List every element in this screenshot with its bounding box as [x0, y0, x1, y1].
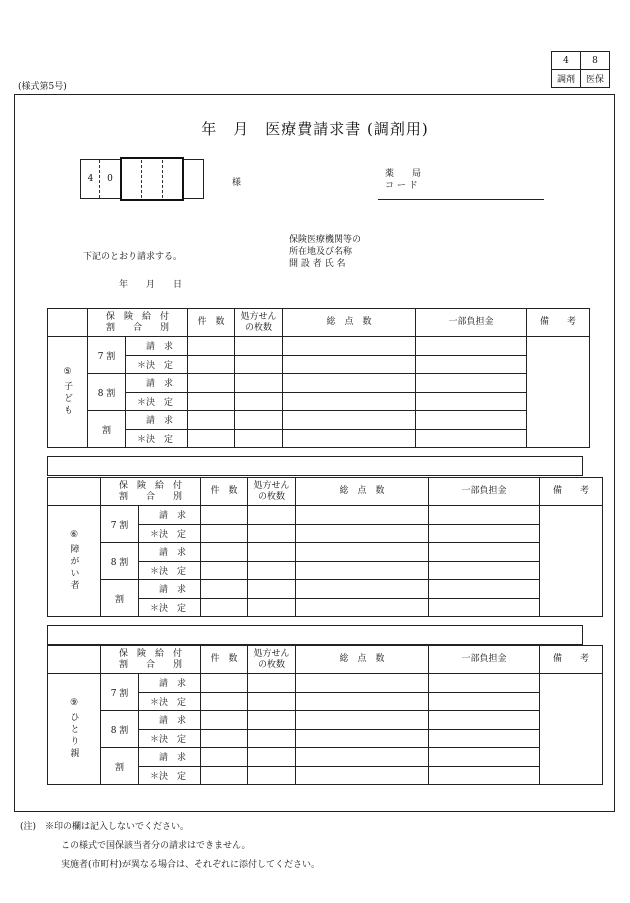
- copay-cell[interactable]: [429, 561, 540, 580]
- points-cell[interactable]: [296, 766, 429, 785]
- code-divider: [141, 160, 142, 198]
- row-decision: ＊決 定: [126, 429, 188, 448]
- code-divider: [162, 160, 163, 198]
- provider-label: 保険医療機関等の 所在地及び名称 開 設 者 氏 名: [289, 235, 362, 269]
- copay-cell[interactable]: [416, 374, 527, 393]
- rx-cell[interactable]: [248, 543, 296, 562]
- row-request: 請 求: [126, 374, 188, 393]
- header-points: 総 点 数: [296, 478, 429, 506]
- notes: [20, 818, 320, 875]
- points-cell[interactable]: [296, 711, 429, 730]
- points-cell[interactable]: [296, 748, 429, 767]
- row-decision: ＊決 定: [139, 692, 201, 711]
- form-type-box: [551, 51, 610, 88]
- count-cell[interactable]: [201, 692, 248, 711]
- copay-cell[interactable]: [429, 598, 540, 617]
- copay-cell[interactable]: [416, 392, 527, 411]
- rx-cell[interactable]: [248, 692, 296, 711]
- code-divider: [99, 160, 100, 198]
- header-remarks: 備 考: [527, 309, 590, 337]
- ratio-cell: 割: [88, 411, 126, 448]
- row-decision: ＊決 定: [139, 524, 201, 543]
- row-request: 請 求: [126, 411, 188, 430]
- rx-cell[interactable]: [235, 355, 283, 374]
- copay-cell[interactable]: [429, 766, 540, 785]
- count-cell[interactable]: [201, 766, 248, 785]
- count-cell[interactable]: [201, 729, 248, 748]
- ratio-cell: 割: [101, 748, 139, 785]
- header-ratio: 保 険 給 付 割 合 別: [101, 646, 201, 674]
- points-cell[interactable]: [283, 337, 416, 356]
- billing-table: [47, 645, 603, 785]
- header-blank: [48, 646, 101, 674]
- count-cell[interactable]: [201, 674, 248, 693]
- pharmacy-code-line: [378, 199, 544, 200]
- points-cell[interactable]: [296, 543, 429, 562]
- count-cell[interactable]: [188, 429, 235, 448]
- row-decision: ＊決 定: [139, 766, 201, 785]
- section-label: ⑤ 子ども: [48, 337, 88, 448]
- header-remarks: 備 考: [540, 646, 603, 674]
- header-copay: 一部負担金: [416, 309, 527, 337]
- row-decision: ＊決 定: [126, 392, 188, 411]
- rx-cell[interactable]: [235, 429, 283, 448]
- ratio-cell: 割: [101, 580, 139, 617]
- copay-cell[interactable]: [416, 355, 527, 374]
- header-points: 総 点 数: [283, 309, 416, 337]
- copay-cell[interactable]: [429, 748, 540, 767]
- rx-cell[interactable]: [248, 729, 296, 748]
- count-cell[interactable]: [201, 598, 248, 617]
- points-cell[interactable]: [296, 692, 429, 711]
- row-request: 請 求: [139, 674, 201, 693]
- rx-cell[interactable]: [235, 392, 283, 411]
- section-label: ⑨ ひとり親: [48, 674, 101, 785]
- copay-cell[interactable]: [416, 429, 527, 448]
- request-text: 下記のとおり請求する。: [83, 252, 183, 262]
- points-cell[interactable]: [283, 374, 416, 393]
- points-cell[interactable]: [283, 429, 416, 448]
- corner-bottom-left: 調剤: [552, 70, 581, 88]
- count-cell[interactable]: [201, 748, 248, 767]
- form-number: (様式第5号): [18, 82, 67, 92]
- header-copay: 一部負担金: [429, 478, 540, 506]
- points-cell[interactable]: [283, 355, 416, 374]
- points-cell[interactable]: [283, 392, 416, 411]
- copay-cell[interactable]: [429, 506, 540, 525]
- copay-cell[interactable]: [429, 543, 540, 562]
- rx-cell[interactable]: [235, 411, 283, 430]
- header-blank: [48, 478, 101, 506]
- header-copay: 一部負担金: [429, 646, 540, 674]
- header-remarks: 備 考: [540, 478, 603, 506]
- points-cell[interactable]: [296, 580, 429, 599]
- remarks-cell[interactable]: [540, 674, 603, 785]
- row-request: 請 求: [139, 711, 201, 730]
- code-cell-last: [184, 159, 204, 199]
- rx-cell[interactable]: [235, 374, 283, 393]
- points-cell[interactable]: [296, 598, 429, 617]
- count-cell[interactable]: [201, 524, 248, 543]
- rx-cell[interactable]: [248, 711, 296, 730]
- note-1: (注) ※印の欄は記入しないでください。: [20, 822, 190, 832]
- rx-cell[interactable]: [248, 748, 296, 767]
- code-digit-1: 4: [80, 159, 100, 199]
- ratio-cell: 7 割: [88, 337, 126, 374]
- note-2: この様式で国保該当者分の請求はできません。: [61, 841, 251, 851]
- points-cell[interactable]: [283, 411, 416, 430]
- date-label: 年 月 日: [119, 280, 183, 290]
- rx-cell[interactable]: [248, 524, 296, 543]
- header-rx: 処方せん の枚数: [235, 309, 283, 337]
- row-request: 請 求: [139, 506, 201, 525]
- pharmacy-code-label: 薬 局 コ ー ド: [385, 169, 422, 191]
- rx-cell[interactable]: [248, 506, 296, 525]
- billing-table: [47, 308, 590, 448]
- row-request: 請 求: [139, 748, 201, 767]
- count-cell[interactable]: [201, 711, 248, 730]
- ratio-cell: 7 割: [101, 674, 139, 711]
- corner-bottom-right: 医保: [581, 70, 610, 88]
- copay-cell[interactable]: [429, 729, 540, 748]
- ratio-cell: 7 割: [101, 506, 139, 543]
- ratio-cell: 8 割: [101, 543, 139, 580]
- points-cell[interactable]: [296, 506, 429, 525]
- header-count: 件 数: [201, 478, 248, 506]
- header-blank: [48, 309, 88, 337]
- header-rx: 処方せん の枚数: [248, 478, 296, 506]
- copay-cell[interactable]: [416, 337, 527, 356]
- count-cell[interactable]: [201, 543, 248, 562]
- header-count: 件 数: [188, 309, 235, 337]
- header-count: 件 数: [201, 646, 248, 674]
- count-cell[interactable]: [188, 337, 235, 356]
- points-cell[interactable]: [296, 674, 429, 693]
- row-decision: ＊決 定: [139, 598, 201, 617]
- points-cell[interactable]: [296, 561, 429, 580]
- count-cell[interactable]: [188, 374, 235, 393]
- section-separator: [47, 456, 583, 476]
- header-rx: 処方せん の枚数: [248, 646, 296, 674]
- row-request: 請 求: [139, 543, 201, 562]
- points-cell[interactable]: [296, 524, 429, 543]
- copay-cell[interactable]: [416, 411, 527, 430]
- row-request: 請 求: [139, 580, 201, 599]
- remarks-cell[interactable]: [527, 337, 590, 448]
- page-title: 年 月 医療費請求書 (調剤用): [201, 120, 429, 138]
- remarks-cell[interactable]: [540, 506, 603, 617]
- rx-cell[interactable]: [248, 598, 296, 617]
- rx-cell[interactable]: [248, 766, 296, 785]
- row-decision: ＊決 定: [139, 729, 201, 748]
- row-decision: ＊決 定: [126, 355, 188, 374]
- code-input-box[interactable]: [120, 157, 184, 201]
- ratio-cell: 8 割: [88, 374, 126, 411]
- copay-cell[interactable]: [429, 674, 540, 693]
- count-cell[interactable]: [201, 506, 248, 525]
- copay-cell[interactable]: [429, 692, 540, 711]
- note-3: 実施者(市町村)が異なる場合は、それぞれに添付してください。: [61, 860, 321, 870]
- header-points: 総 点 数: [296, 646, 429, 674]
- count-cell[interactable]: [201, 561, 248, 580]
- copay-cell[interactable]: [429, 580, 540, 599]
- count-cell[interactable]: [201, 580, 248, 599]
- code-digit-2: 0: [100, 159, 120, 199]
- rx-cell[interactable]: [248, 674, 296, 693]
- count-cell[interactable]: [188, 392, 235, 411]
- rx-cell[interactable]: [248, 561, 296, 580]
- copay-cell[interactable]: [429, 524, 540, 543]
- billing-table: [47, 477, 603, 617]
- copay-cell[interactable]: [429, 711, 540, 730]
- sama-label: 様: [232, 178, 242, 188]
- count-cell[interactable]: [188, 355, 235, 374]
- points-cell[interactable]: [296, 729, 429, 748]
- rx-cell[interactable]: [248, 580, 296, 599]
- section-label: ⑥ 障がい者: [48, 506, 101, 617]
- corner-top-right: 8: [581, 52, 610, 70]
- ratio-cell: 8 割: [101, 711, 139, 748]
- section-separator: [47, 625, 583, 645]
- row-request: 請 求: [126, 337, 188, 356]
- count-cell[interactable]: [188, 411, 235, 430]
- rx-cell[interactable]: [235, 337, 283, 356]
- row-decision: ＊決 定: [139, 561, 201, 580]
- header-ratio: 保 険 給 付 割 合 別: [88, 309, 188, 337]
- corner-top-left: 4: [552, 52, 581, 70]
- header-ratio: 保 険 給 付 割 合 別: [101, 478, 201, 506]
